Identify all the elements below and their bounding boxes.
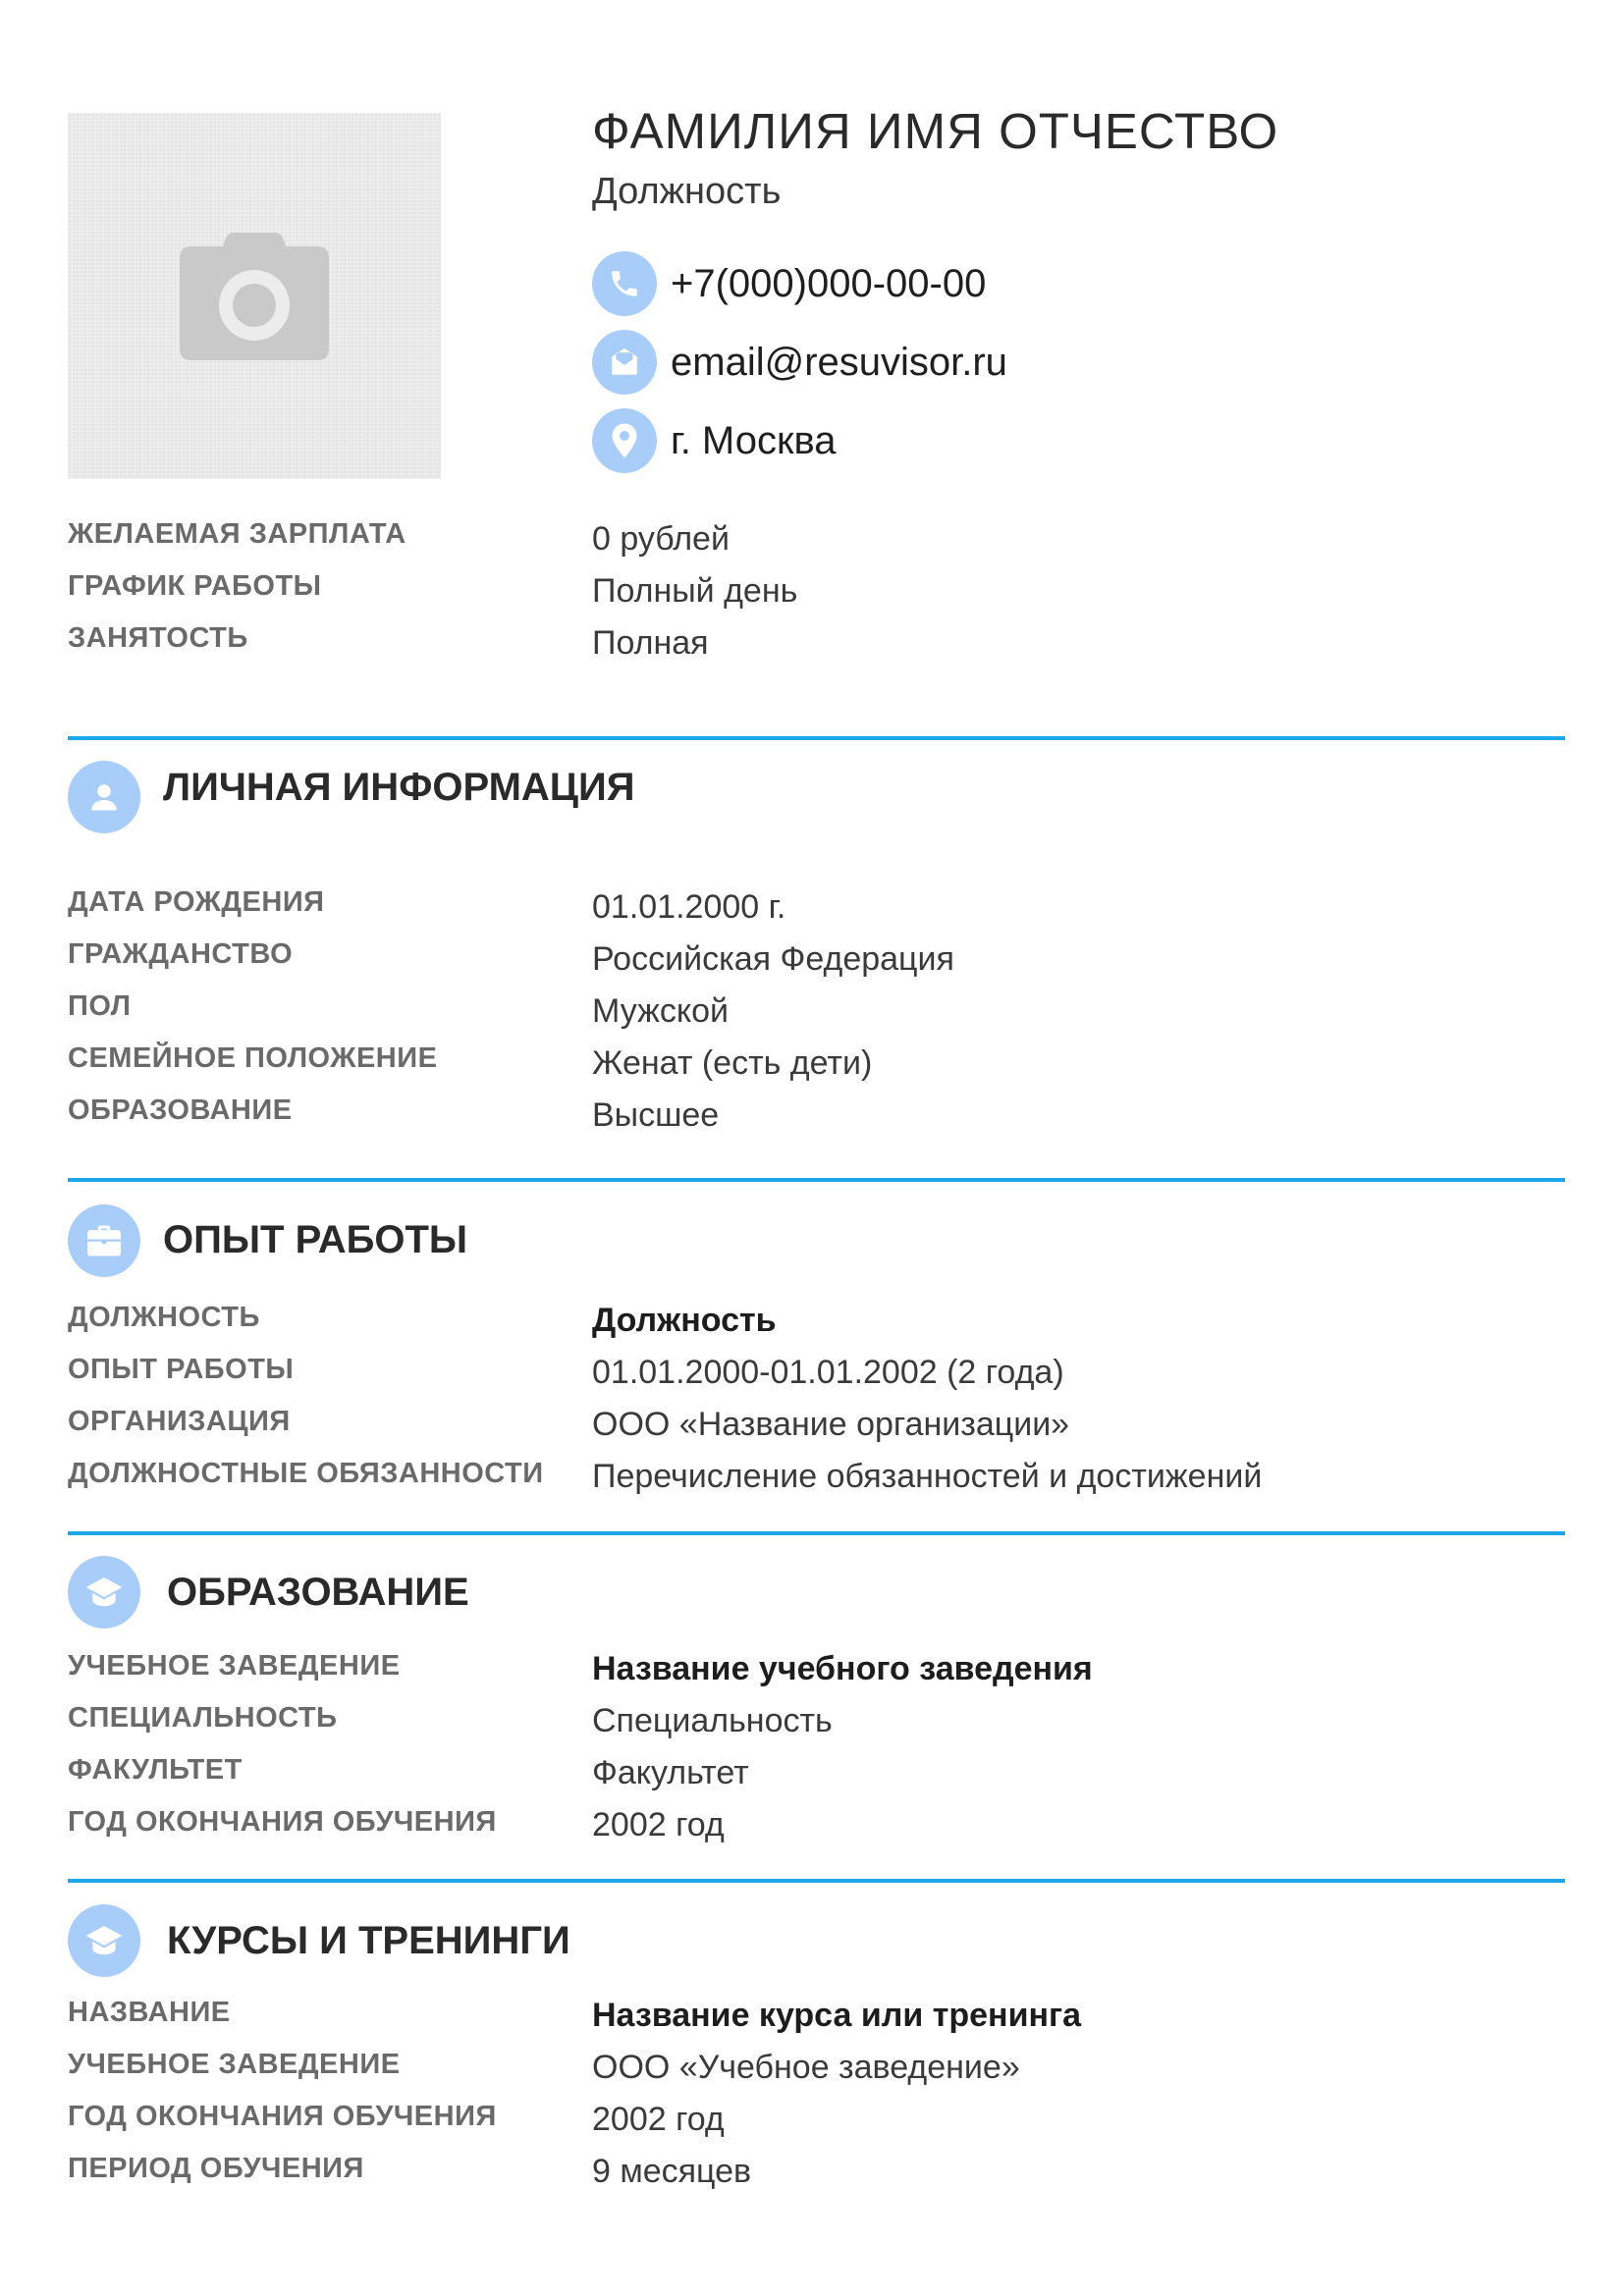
personal-value-education: Высшее	[592, 1096, 720, 1134]
courses-label-graduation-year: ГОД ОКОНЧАНИЯ ОБУЧЕНИЯ	[68, 2101, 497, 2132]
personal-label-birthdate: ДАТА РОЖДЕНИЯ	[68, 886, 325, 918]
personal-value-citizenship: Российская Федерация	[592, 940, 954, 978]
contact-location	[592, 408, 837, 473]
education-label-specialty: СПЕЦИАЛЬНОСТЬ	[68, 1702, 338, 1734]
section-title-experience: ОПЫТ РАБОТЫ	[163, 1218, 468, 1261]
experience-value-period: 01.01.2000-01.01.2002 (2 года)	[592, 1354, 1064, 1391]
education-value-faculty: Факультет	[592, 1754, 749, 1791]
full-name: ФАМИЛИЯ ИМЯ ОТЧЕСТВО	[592, 103, 1279, 159]
email-text[interactable]: email@resuvisor.ru	[671, 340, 1007, 384]
section-title-education: ОБРАЗОВАНИЕ	[167, 1571, 469, 1614]
section-divider	[68, 1178, 1565, 1182]
summary-value-schedule: Полный день	[592, 572, 798, 610]
section-divider	[68, 736, 1565, 740]
experience-label-period: ОПЫТ РАБОТЫ	[68, 1354, 295, 1385]
section-title-courses: КУРСЫ И ТРЕНИНГИ	[167, 1919, 570, 1962]
section-divider	[68, 1879, 1565, 1883]
experience-label-organization: ОРГАНИЗАЦИЯ	[68, 1406, 291, 1437]
personal-label-gender: ПОЛ	[68, 990, 132, 1022]
photo-placeholder	[68, 113, 441, 479]
camera-icon	[180, 231, 329, 360]
courses-value-name: Название курса или тренинга	[592, 1997, 1082, 2034]
summary-value-salary: 0 рублей	[592, 520, 730, 558]
education-label-faculty: ФАКУЛЬТЕТ	[68, 1754, 243, 1786]
education-value-graduation-year: 2002 год	[592, 1806, 725, 1843]
contact-email	[592, 330, 1007, 395]
education-label-graduation-year: ГОД ОКОНЧАНИЯ ОБУЧЕНИЯ	[68, 1806, 497, 1838]
personal-label-marital: СЕМЕЙНОЕ ПОЛОЖЕНИЕ	[68, 1042, 438, 1074]
location-text: г. Москва	[671, 418, 837, 462]
experience-value-organization: ООО «Название организации»	[592, 1406, 1070, 1443]
courses-label-name: НАЗВАНИЕ	[68, 1997, 231, 2028]
experience-value-duties: Перечисление обязанностей и достижений	[592, 1458, 1263, 1495]
location-pin-icon	[592, 408, 657, 473]
experience-label-position: ДОЛЖНОСТЬ	[68, 1302, 260, 1333]
courses-value-institution: ООО «Учебное заведение»	[592, 2049, 1020, 2086]
phone-icon	[592, 251, 657, 316]
phone-text[interactable]: +7(000)000-00-00	[671, 261, 987, 305]
personal-value-birthdate: 01.01.2000 г.	[592, 888, 786, 926]
person-icon	[68, 761, 140, 833]
personal-value-marital: Женат (есть дети)	[592, 1044, 873, 1082]
job-title: Должность	[592, 171, 782, 212]
experience-value-position: Должность	[592, 1302, 777, 1339]
summary-label-employment: ЗАНЯТОСТЬ	[68, 622, 248, 654]
courses-value-graduation-year: 2002 год	[592, 2101, 725, 2138]
personal-label-education: ОБРАЗОВАНИЕ	[68, 1095, 293, 1126]
courses-label-institution: УЧЕБНОЕ ЗАВЕДЕНИЕ	[68, 2049, 401, 2080]
summary-label-salary: ЖЕЛАЕМАЯ ЗАРПЛАТА	[68, 518, 406, 550]
experience-label-duties: ДОЛЖНОСТНЫЕ ОБЯЗАННОСТИ	[68, 1458, 544, 1489]
education-value-institution: Название учебного заведения	[592, 1650, 1093, 1687]
education-label-institution: УЧЕБНОЕ ЗАВЕДЕНИЕ	[68, 1650, 401, 1682]
education-value-specialty: Специальность	[592, 1702, 833, 1739]
personal-value-gender: Мужской	[592, 992, 729, 1030]
courses-value-period: 9 месяцев	[592, 2153, 752, 2190]
courses-label-period: ПЕРИОД ОБУЧЕНИЯ	[68, 2153, 364, 2184]
section-title-personal: ЛИЧНАЯ ИНФОРМАЦИЯ	[163, 766, 635, 809]
summary-label-schedule: ГРАФИК РАБОТЫ	[68, 570, 322, 602]
section-divider	[68, 1531, 1565, 1535]
contact-phone	[592, 251, 986, 316]
envelope-icon	[592, 330, 657, 395]
briefcase-icon	[68, 1204, 140, 1277]
graduation-cap-icon	[68, 1556, 140, 1629]
graduation-cap-icon	[68, 1904, 140, 1977]
personal-label-citizenship: ГРАЖДАНСТВО	[68, 938, 294, 970]
summary-value-employment: Полная	[592, 624, 709, 662]
